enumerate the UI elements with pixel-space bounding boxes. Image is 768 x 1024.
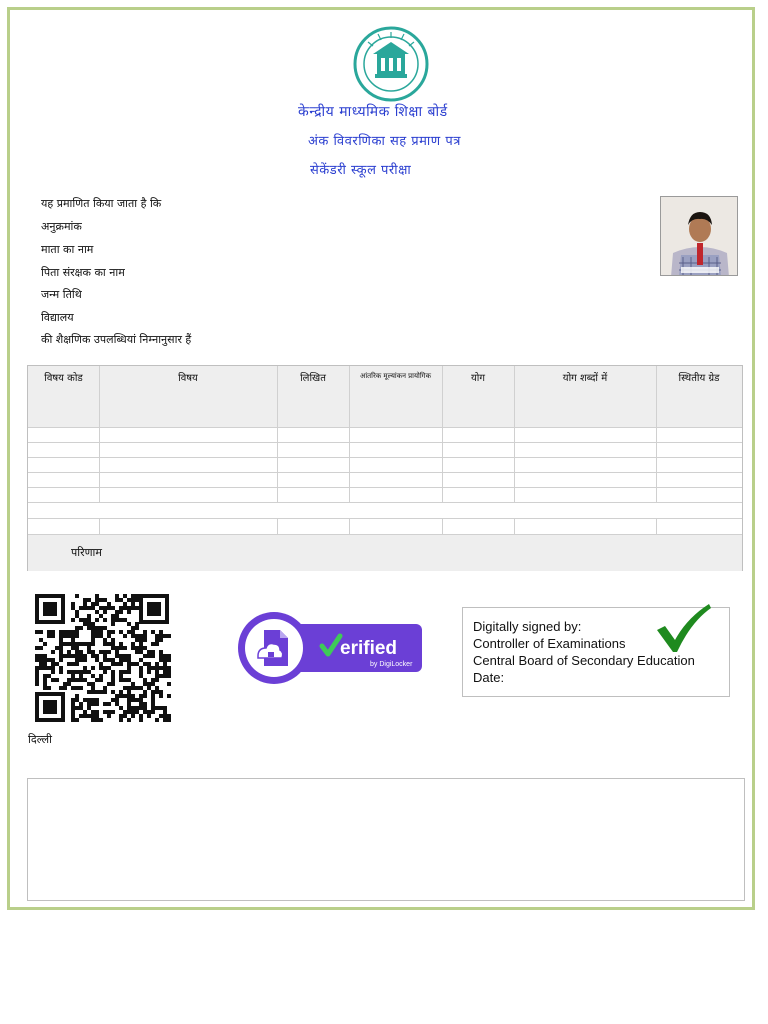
- signer-title: Controller of Examinations: [473, 636, 626, 651]
- signed-by-label: Digitally signed by:: [473, 619, 582, 634]
- digital-signature-box: [462, 607, 730, 697]
- col-written: लिखित: [300, 373, 326, 384]
- document-title: अंक विवरणिका सह प्रमाण पत्र: [308, 134, 461, 149]
- signature-date-label: Date:: [473, 670, 505, 685]
- certify-text: यह प्रमाणित किया जाता है कि: [41, 197, 162, 210]
- checkmark-icon: [653, 600, 713, 656]
- result-label: परिणाम: [71, 546, 102, 559]
- student-photo: [660, 196, 738, 276]
- student-portrait-icon: [661, 197, 738, 276]
- achievements-text: की शैक्षणिक उपलब्धियां निम्नानुसार हैं: [41, 333, 192, 346]
- col-grade: स्थितीय ग्रेड: [678, 373, 720, 384]
- badge-subtext: by DigiLocker: [370, 661, 413, 668]
- col-subject-code: विषय कोड: [44, 373, 83, 384]
- col-total: योग: [470, 373, 486, 384]
- mother-name-label: माता का नाम: [41, 243, 94, 256]
- col-subject: विषय: [178, 373, 198, 384]
- signer-organization: Central Board of Secondary Education: [473, 653, 695, 668]
- exam-name: सेकेंडरी स्कूल परीक्षा: [310, 163, 412, 178]
- remarks-box: [27, 778, 745, 901]
- qr-code-icon: [33, 592, 171, 724]
- roll-no-label: अनुक्रमांक: [41, 220, 82, 233]
- marks-table: [27, 365, 743, 571]
- digilocker-verified-badge: [236, 610, 426, 686]
- badge-text: erified: [340, 638, 398, 659]
- dob-label: जन्म तिथि: [41, 288, 82, 301]
- col-total-words: योग शब्दों में: [562, 373, 608, 384]
- certificate-frame: [7, 7, 755, 910]
- school-label: विद्यालय: [41, 311, 74, 324]
- board-name: केन्द्रीय माध्यमिक शिक्षा बोर्ड: [298, 104, 448, 120]
- cbse-logo-icon: [351, 24, 431, 104]
- result-row: [28, 534, 742, 571]
- city-label: दिल्ली: [28, 733, 52, 746]
- col-internal-practical: आंतरिक मूल्यांकन प्रायोगिक: [360, 372, 431, 380]
- father-name-label: पिता संरक्षक का नाम: [41, 266, 125, 279]
